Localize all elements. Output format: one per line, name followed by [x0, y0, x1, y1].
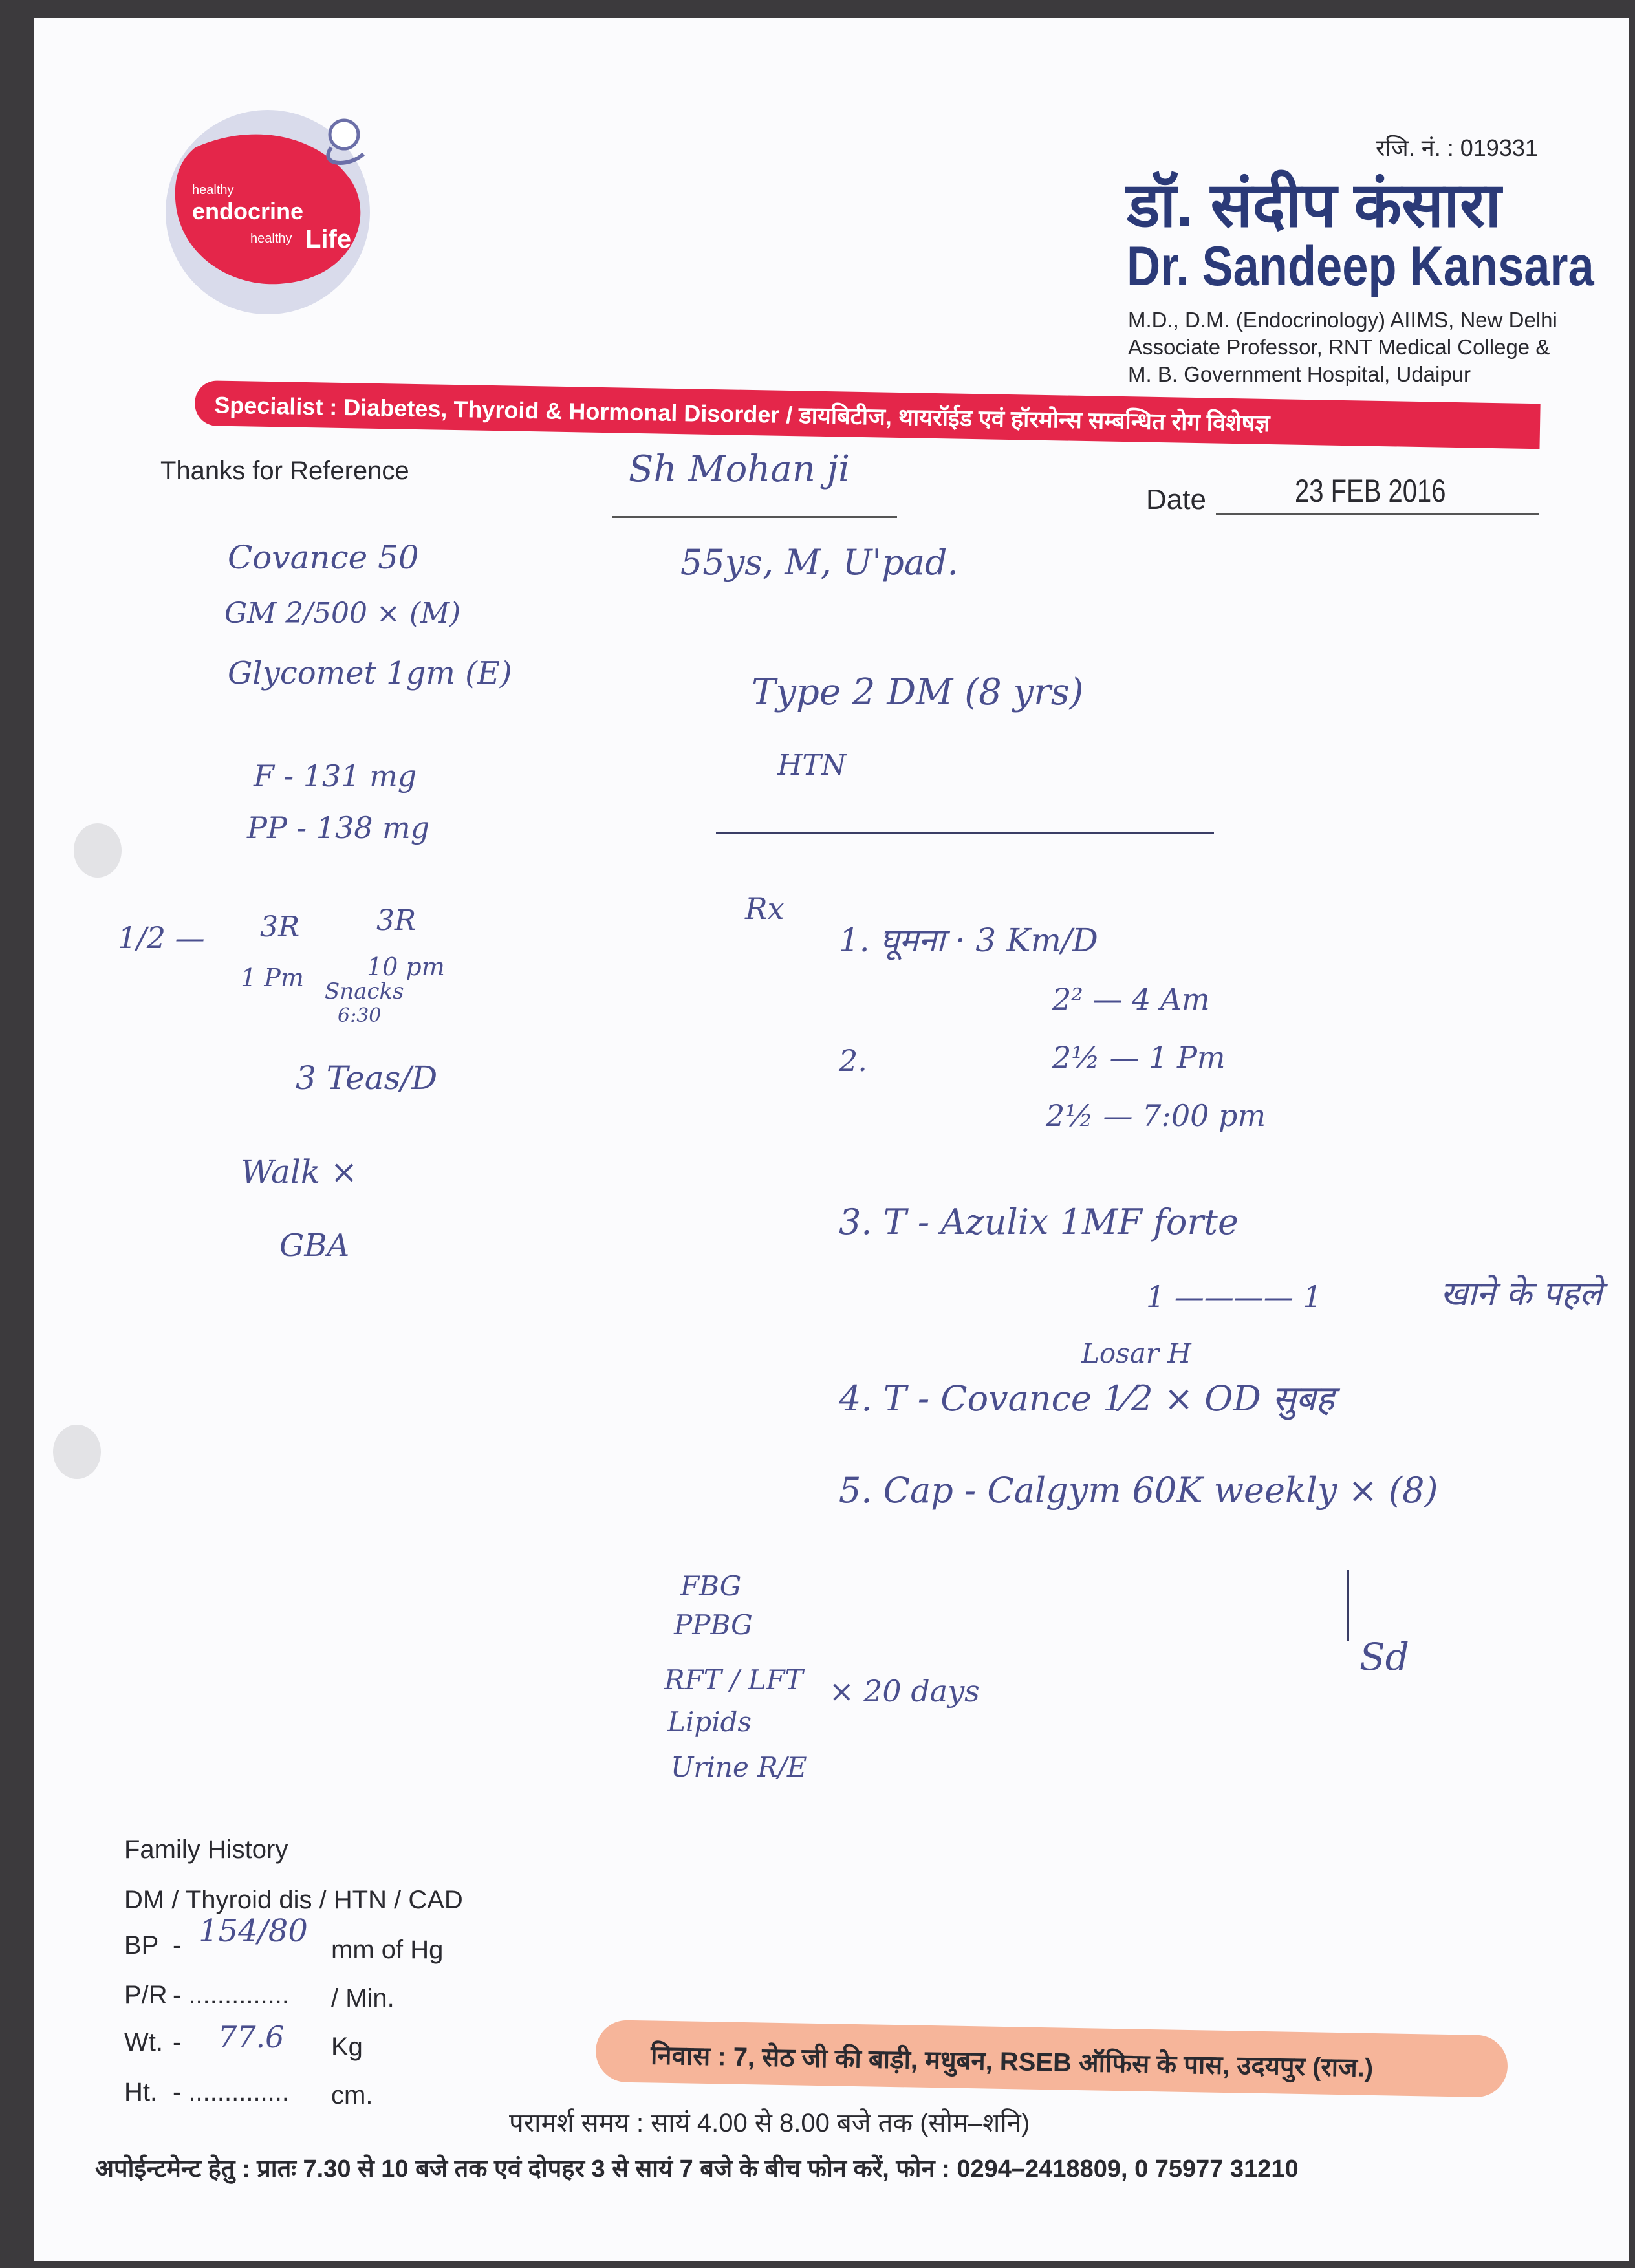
punch-hole-bottom [53, 1425, 101, 1479]
signature-stroke [1347, 1570, 1349, 1641]
test-ppbg: PPBG [674, 1609, 753, 1641]
rx-item-2-dose-b: 2½ — 1 Pm [1052, 1040, 1226, 1075]
wt-unit: Kg [331, 2033, 363, 2061]
patient-name: Sh Mohan ji [629, 448, 850, 490]
specialist-banner [195, 380, 1541, 449]
consultation-timing: परामर्श समय : सायं 4.00 से 8.00 बजे तक (सोम–शनि) [509, 2109, 1030, 2137]
note-gba: GBA [279, 1227, 350, 1264]
note-pp-sugar: PP - 138 mg [247, 810, 430, 845]
note-3r-1: 3R [260, 911, 300, 944]
family-history-label: Family History [124, 1835, 288, 1864]
ht-dash: - .............. [173, 2078, 290, 2106]
note-covance: Covance 50 [228, 539, 419, 576]
punch-hole-top [74, 823, 122, 878]
note-walk: Walk × [241, 1153, 358, 1191]
registration-number: रजि. नं. : 019331 [1376, 135, 1538, 161]
date-stamp: 23 FEB 2016 [1295, 473, 1446, 509]
qualification-line-2: Associate Professor, RNT Medical College & [1128, 335, 1550, 359]
address-text: निवास : 7, सेठ जी की बाड़ी, मधुबन, RSEB ऑफिस के पास, उदयपुर (राज.) [650, 2041, 1374, 2082]
rx-item-3-note: खाने के पहले [1440, 1275, 1603, 1313]
wt-label: Wt. [124, 2028, 163, 2057]
note-teas: 3 Teas/D [296, 1059, 438, 1097]
note-3r-2: 3R [376, 904, 417, 937]
qualification-line-1: M.D., D.M. (Endocrinology) AIIMS, New Delhi [1128, 308, 1557, 332]
pr-dash: - .............. [173, 1981, 290, 2009]
logo-life: Life [305, 225, 352, 254]
diagnosis-line-1: Type 2 DM (8 yrs) [752, 671, 1084, 713]
logo-healthy-bottom: healthy [250, 232, 292, 246]
note-1pm: 1 Pm [241, 964, 304, 992]
rx-item-1: 1. घूमना · 3 Km/D [839, 922, 1098, 959]
test-fbg: FBG [680, 1570, 742, 1602]
diagnosis-divider [716, 832, 1214, 834]
clinic-logo [157, 109, 389, 316]
bp-unit: mm of Hg [331, 1936, 444, 1964]
note-half: 1/2 — [118, 920, 205, 955]
pr-unit: / Min. [331, 1984, 395, 2013]
wt-dash: - [173, 2028, 182, 2057]
rx-item-3: 3. T - Azulix 1MF forte [839, 1202, 1239, 1242]
bp-label: BP [124, 1931, 159, 1960]
appointment-info: अपोईन्टमेन्ट हेतु : प्रातः 7.30 से 10 बजे तक एवं दोपहर 3 से सायं 7 बजे के बीच फोन करें, फोन : 0294–2418809, 0 75977 31210 [95, 2155, 1299, 2183]
date-label: Date [1146, 484, 1206, 515]
doctor-name-english: Dr. Sandeep Kansara [1127, 235, 1594, 297]
rx-item-2-dose-c: 2½ — 7:00 pm [1046, 1098, 1266, 1133]
wt-value: 77.6 [218, 2020, 285, 2055]
bp-value: 154/80 [199, 1913, 308, 1949]
diagnosis-line-2: HTN [777, 749, 847, 782]
thanks-for-reference-label: Thanks for Reference [160, 457, 409, 485]
family-history-items: DM / Thyroid dis / HTN / CAD [124, 1886, 463, 1914]
note-snacks: Snacks [325, 978, 404, 1004]
qualification-line-3: M. B. Government Hospital, Udaipur [1128, 362, 1471, 386]
note-10pm: 10 pm [367, 953, 445, 981]
note-glycomet: Glycomet 1gm (E) [228, 655, 512, 691]
rx-symbol: Rx [745, 891, 785, 926]
logo-endocrine: endocrine [192, 198, 304, 224]
doctor-signature: Sd [1359, 1635, 1409, 1679]
rx-item-4-brand: Losar H [1081, 1337, 1191, 1369]
specialist-text: Specialist : Diabetes, Thyroid & Hormonal Disorder / डायबिटीज, थायरॉईड एवं हॉरमोन्स सम्बन्धित रोग विशेषज्ञ [213, 391, 1270, 437]
note-gm: GM 2/500 × (M) [224, 597, 461, 630]
rx-item-4: 4. T - Covance 1⁄2 × OD सुबह [839, 1378, 1335, 1419]
tests-duration: × 20 days [829, 1674, 980, 1709]
ht-label: Ht. [124, 2078, 158, 2106]
rx-item-2-dose-a: 2² — 4 Am [1052, 982, 1210, 1017]
patient-name-underline [612, 516, 897, 518]
rx-item-2-number: 2. [839, 1043, 867, 1078]
pr-label: P/R [124, 1981, 168, 2009]
test-lipids: Lipids [667, 1706, 752, 1738]
address-banner [595, 2020, 1508, 2098]
prescription-sheet [34, 18, 1629, 2261]
rx-item-5: 5. Cap - Calgym 60K weekly × (8) [839, 1470, 1438, 1511]
date-underline [1216, 513, 1539, 515]
test-rft-lft: RFT / LFT [664, 1664, 803, 1696]
bp-dash: - [173, 1931, 182, 1960]
ht-unit: cm. [331, 2081, 373, 2110]
patient-details: 55ys, M, U'pad. [680, 542, 958, 583]
doctor-name-hindi: डॉ. संदीप कंसारा [1127, 171, 1502, 240]
rx-item-3-dose: 1 ———— 1 [1146, 1279, 1322, 1314]
note-fasting-sugar: F - 131 mg [254, 759, 417, 794]
logo-healthy-top: healthy [192, 183, 234, 197]
test-urine: Urine R/E [671, 1751, 807, 1783]
note-630: 6:30 [338, 1004, 382, 1027]
